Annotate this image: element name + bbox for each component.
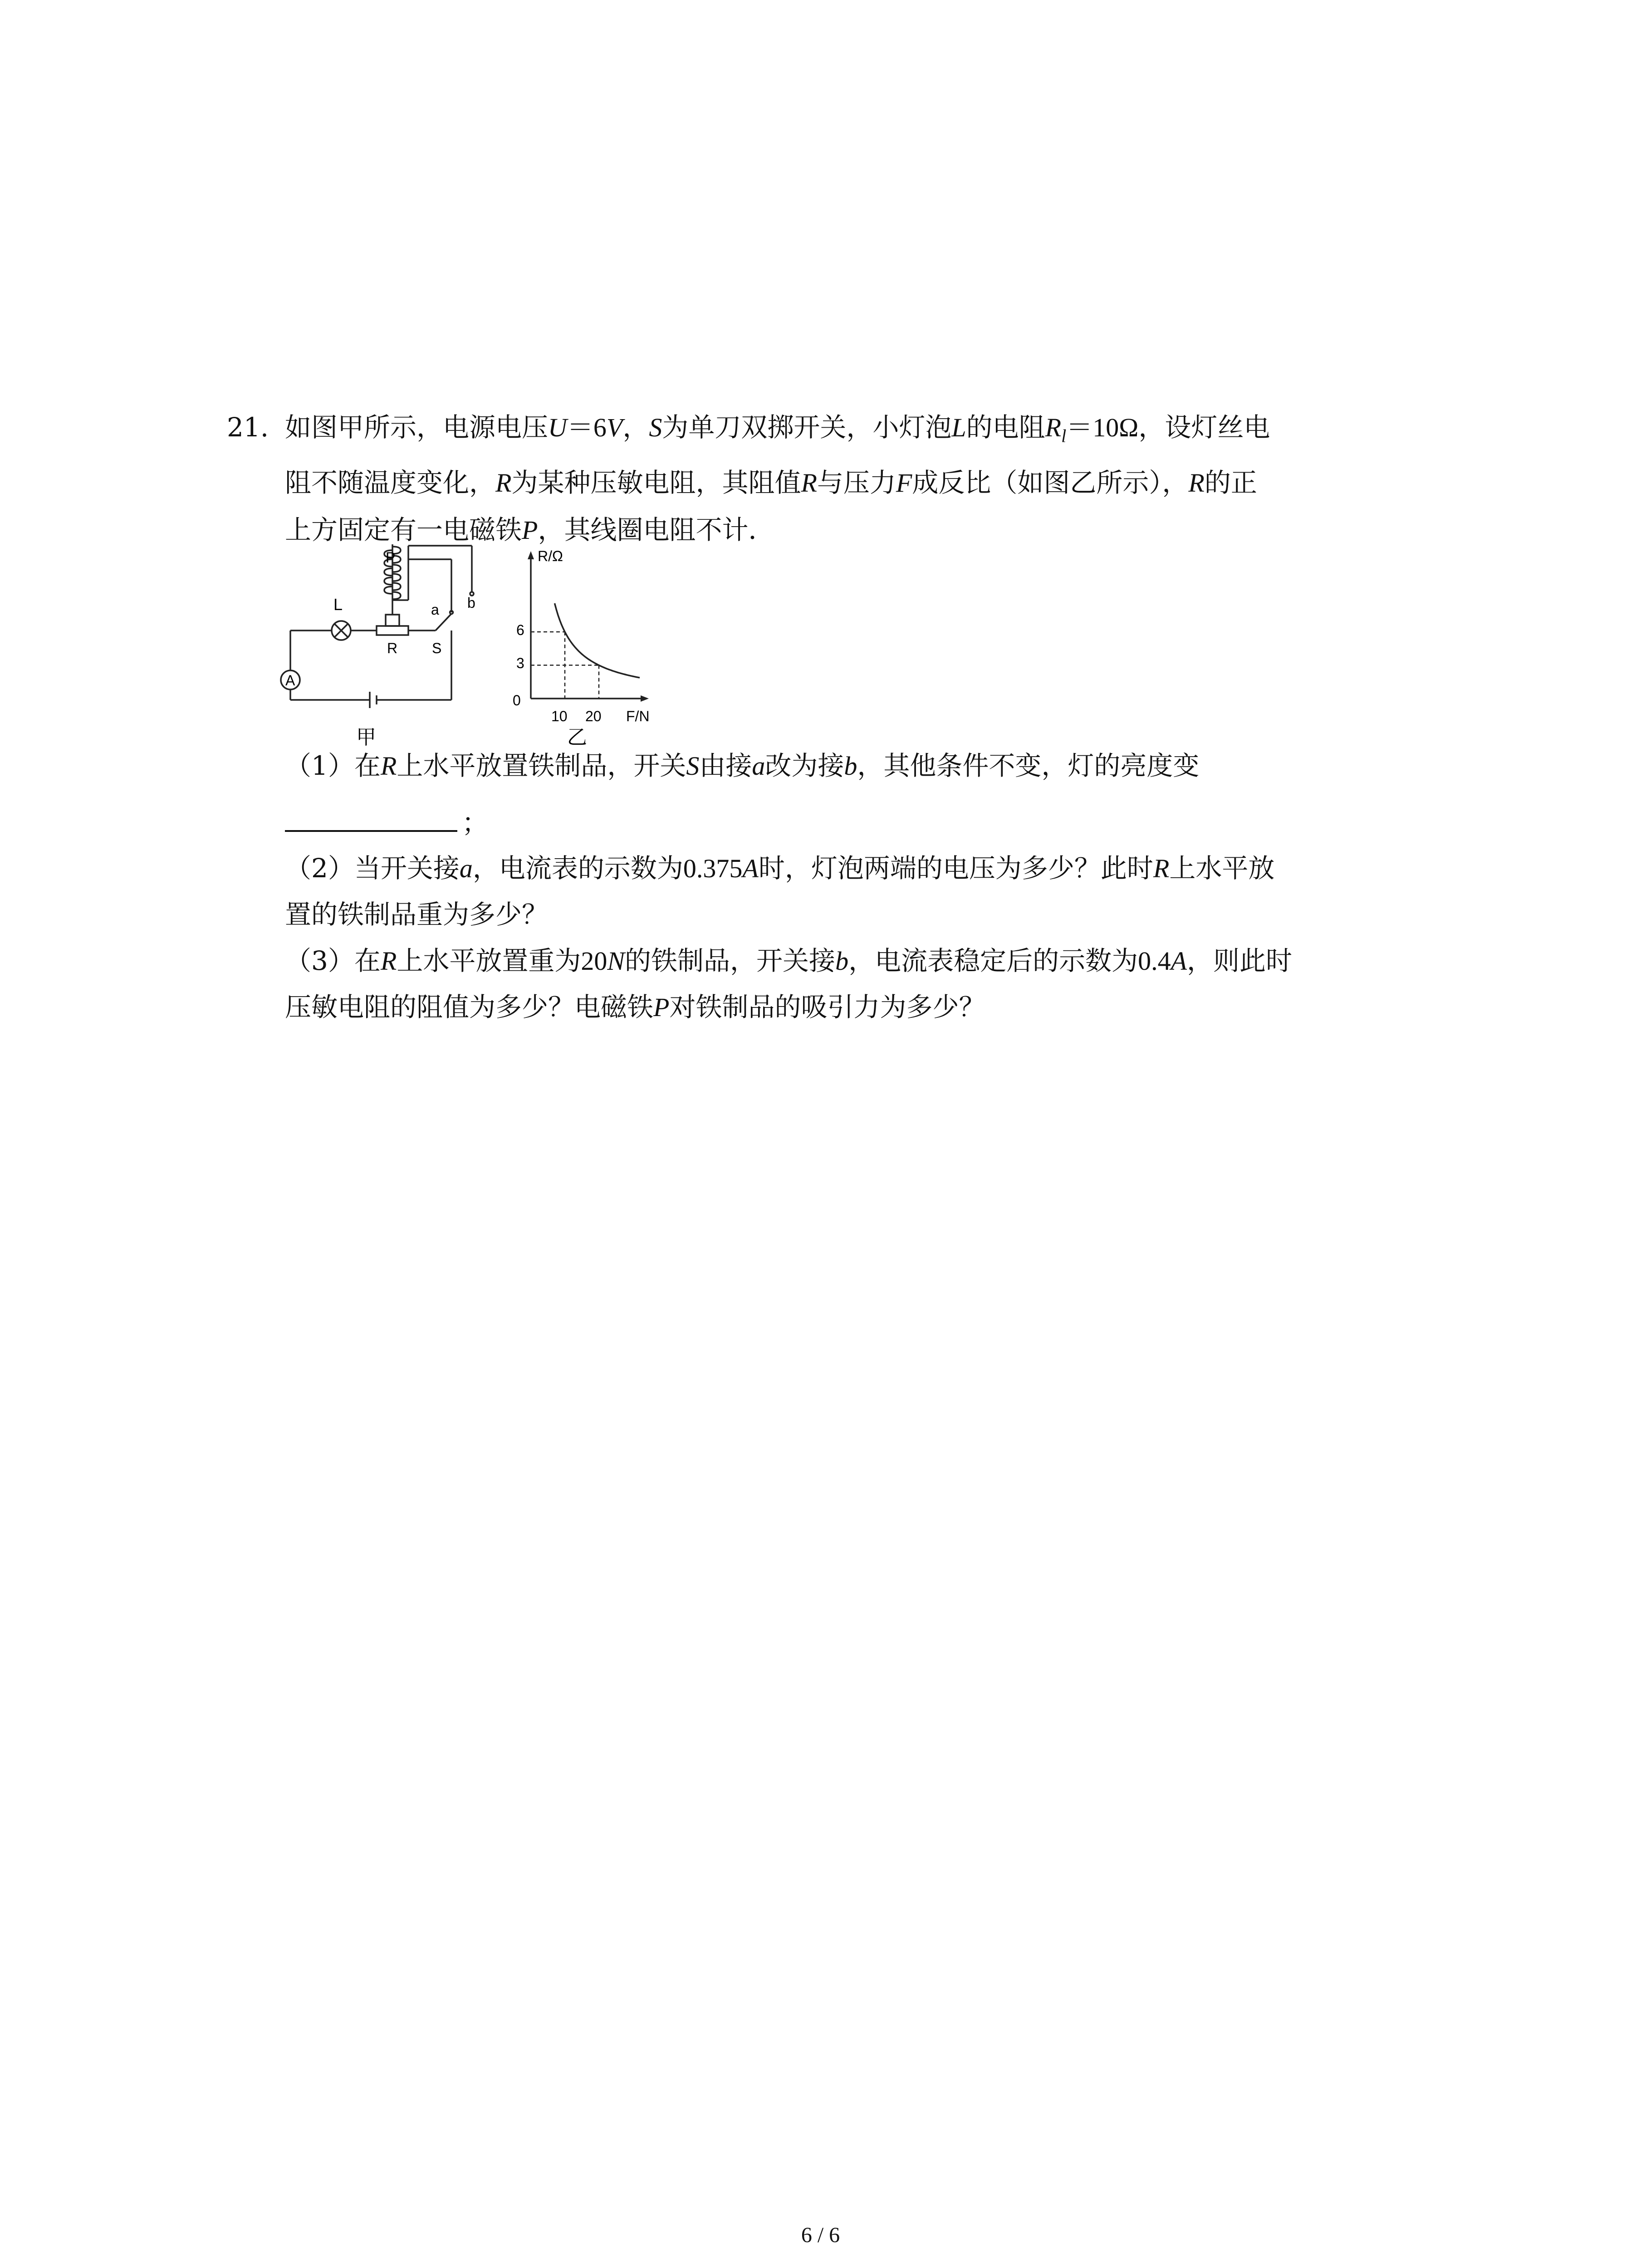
question-line-1: 如图甲所示，电源电压U＝6V，S为单刀双掷开关，小灯泡L的电阻$R_l=10\Omega$，设灯丝电 [285,412,1270,446]
graph-ytick-6: 6 [516,622,524,638]
question-line-3: 上方固定有一电磁铁P，其线圈电阻不计． [285,514,775,545]
question-number: 21. [227,412,269,443]
subquestion-1: （1）在R上水平放置铁制品，开关S由接a改为接b，其他条件不变，灯的亮度变 [285,750,1200,781]
subquestion-1-blank-line: ； [285,799,488,846]
answer-blank[interactable] [285,803,457,832]
graph-ytick-3: 3 [516,655,524,671]
label-S: S [432,640,442,656]
subquestion-3-line-2: 压敏电阻的阻值为多少？电磁铁P对铁制品的吸引力为多少？ [285,992,985,1022]
circuit-diagram [281,544,474,708]
graph-xtick-10: 10 [551,708,568,724]
subquestion-2-line-2: 置的铁制品重为多少？ [285,899,549,930]
graph-xlabel: F/N [626,708,650,724]
caption-jia: 甲 [356,726,376,749]
figures [277,542,730,751]
label-a: a [431,601,439,618]
page-number: 6 / 6 [801,2223,840,2247]
graph-ylabel: R/Ω [538,548,563,564]
label-A: A [285,672,295,689]
graph-curve [555,603,640,678]
subquestion-2: （2）当开关接a，电流表的示数为0.375A时，灯泡两端的电压为多少？此时R上水平放 [285,853,1275,884]
label-P: P [386,549,396,566]
subquestion-3: （3）在R上水平放置重为20N的铁制品，开关接b，电流表稳定后的示数为0.4A，则此时 [285,945,1293,976]
graph-xtick-20: 20 [585,708,602,724]
graph-origin: 0 [513,692,521,709]
label-b: b [467,595,475,611]
question-line-2: 阻不随温度变化，R为某种压敏电阻，其阻值R与压力F成反比（如图乙所示），R的正 [285,467,1257,498]
label-R: R [387,640,398,656]
graph-R-vs-F [528,551,649,702]
caption-yi: 乙 [567,726,587,749]
label-L: L [333,595,343,614]
